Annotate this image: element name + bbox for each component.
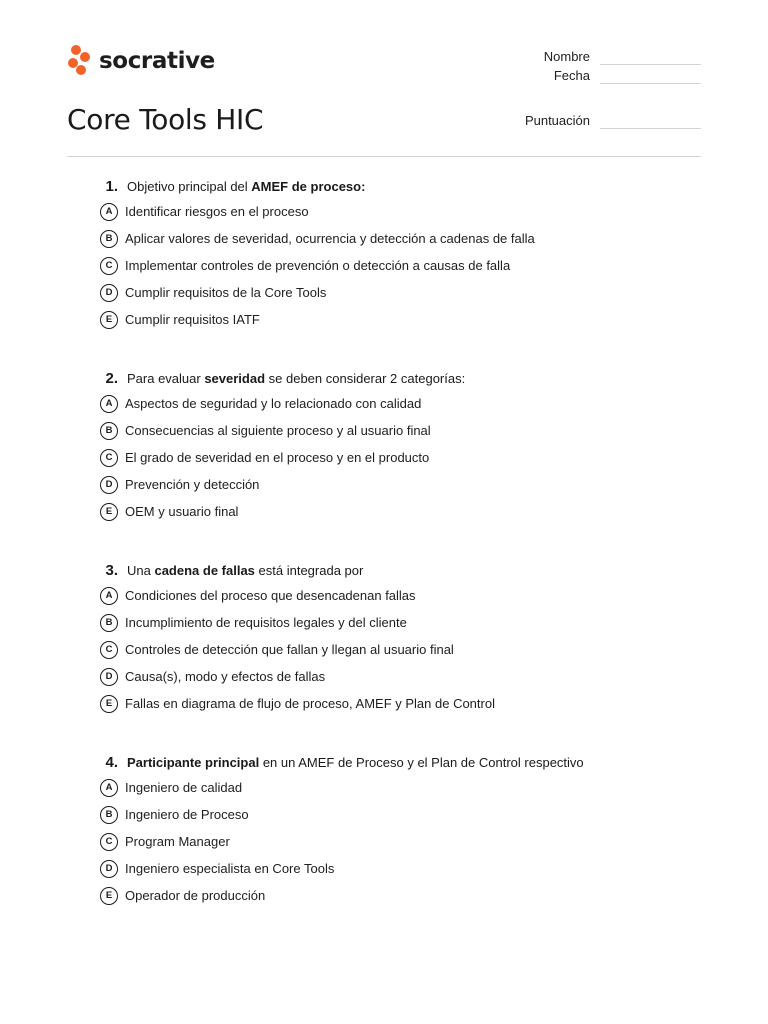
answer-option-a[interactable] [100, 774, 700, 801]
answer-bubble[interactable]: A [100, 587, 118, 605]
answer-option-d[interactable] [100, 855, 700, 882]
question-text-post: en un AMEF de Proceso y el Plan de Control respectivo [259, 755, 584, 770]
logo-wordmark: socrative [99, 48, 215, 74]
answer-option-text: Operador de producción [125, 888, 266, 903]
answer-option-a[interactable] [100, 198, 700, 225]
name-input-line[interactable] [600, 52, 701, 65]
answer-option-d[interactable] [100, 279, 700, 306]
answer-option-text: Consecuencias al siguiente proceso y al usuario final [125, 423, 431, 438]
answer-option-e[interactable] [100, 306, 700, 333]
question-list [100, 178, 700, 946]
page-title: Core Tools HIC [67, 103, 264, 136]
question-text [127, 563, 363, 578]
answer-option-text: Condiciones del proceso que desencadenan fallas [125, 588, 416, 603]
answer-bubble[interactable]: C [100, 641, 118, 659]
header-divider [67, 156, 701, 157]
question-text-bold: cadena de fallas [154, 563, 255, 578]
answer-option-text: Prevención y detección [125, 477, 260, 492]
answer-option-text: OEM y usuario final [125, 504, 239, 519]
answer-option-text: Cumplir requisitos de la Core Tools [125, 285, 327, 300]
question-text-post: está integrada por [254, 563, 364, 578]
answer-bubble[interactable]: B [100, 614, 118, 632]
question-text-bold: AMEF de proceso: [251, 179, 366, 194]
answer-options [100, 582, 700, 717]
answer-bubble[interactable]: A [100, 395, 118, 413]
answer-option-e[interactable] [100, 690, 700, 717]
answer-option-d[interactable] [100, 663, 700, 690]
question-text-pre: Para evaluar [127, 371, 205, 386]
answer-option-text: Incumplimiento de requisitos legales y del cliente [125, 615, 407, 630]
question-text-bold: severidad [204, 371, 266, 386]
answer-option-e[interactable] [100, 498, 700, 525]
date-input-line[interactable] [600, 71, 701, 84]
answer-bubble[interactable]: E [100, 503, 118, 521]
answer-bubble[interactable]: A [100, 203, 118, 221]
answer-bubble[interactable]: B [100, 806, 118, 824]
answer-option-text: Cumplir requisitos IATF [125, 312, 260, 327]
answer-option-text: Aspectos de seguridad y lo relacionado con calidad [125, 396, 422, 411]
answer-bubble[interactable]: D [100, 284, 118, 302]
socrative-logo-icon [67, 44, 93, 78]
answer-bubble[interactable]: E [100, 311, 118, 329]
answer-bubble[interactable]: B [100, 422, 118, 440]
date-label: Fecha [553, 68, 590, 83]
answer-option-a[interactable] [100, 390, 700, 417]
question-4 [100, 754, 700, 909]
answer-options [100, 198, 700, 333]
answer-option-text: Identificar riesgos en el proceso [125, 204, 309, 219]
question-header [100, 370, 700, 390]
question-text-pre: Una [127, 563, 155, 578]
answer-option-b[interactable] [100, 801, 700, 828]
answer-bubble[interactable]: D [100, 860, 118, 878]
answer-options [100, 390, 700, 525]
answer-option-text: Controles de detección que fallan y llegan al usuario final [125, 642, 454, 657]
name-field[interactable] [544, 49, 701, 65]
question-text-pre: Objetivo principal del [127, 179, 252, 194]
answer-option-d[interactable] [100, 471, 700, 498]
question-number: 2. [105, 370, 118, 387]
answer-option-text: Implementar controles de prevención o detección a causas de falla [125, 258, 511, 273]
answer-options [100, 774, 700, 909]
answer-option-text: Fallas en diagrama de flujo de proceso, AMEF y Plan de Control [125, 696, 495, 711]
answer-option-text: El grado de severidad en el proceso y en el producto [125, 450, 430, 465]
question-text-bold: Participante principal [127, 755, 260, 770]
question-1 [100, 178, 700, 333]
answer-bubble[interactable]: D [100, 668, 118, 686]
question-number: 4. [105, 754, 118, 771]
question-header [100, 754, 700, 774]
answer-bubble[interactable]: C [100, 449, 118, 467]
answer-bubble[interactable]: A [100, 779, 118, 797]
answer-option-c[interactable] [100, 828, 700, 855]
answer-option-text: Causa(s), modo y efectos de fallas [125, 669, 326, 684]
question-text [127, 371, 465, 386]
answer-bubble[interactable]: E [100, 887, 118, 905]
question-2 [100, 370, 700, 525]
answer-option-c[interactable] [100, 444, 700, 471]
answer-bubble[interactable]: D [100, 476, 118, 494]
name-label: Nombre [543, 49, 590, 64]
answer-option-b[interactable] [100, 225, 700, 252]
answer-option-text: Ingeniero de Proceso [125, 807, 249, 822]
answer-bubble[interactable]: B [100, 230, 118, 248]
answer-option-text: Ingeniero especialista en Core Tools [125, 861, 335, 876]
answer-option-e[interactable] [100, 882, 700, 909]
answer-bubble[interactable]: C [100, 257, 118, 275]
question-3 [100, 562, 700, 717]
score-input-line[interactable] [600, 116, 701, 129]
answer-option-b[interactable] [100, 417, 700, 444]
answer-option-c[interactable] [100, 636, 700, 663]
question-header [100, 562, 700, 582]
answer-option-text: Program Manager [125, 834, 230, 849]
question-text-post: se deben considerar 2 categorías: [265, 371, 466, 386]
question-text [127, 755, 584, 770]
answer-option-text: Aplicar valores de severidad, ocurrencia y detección a cadenas de falla [125, 231, 535, 246]
answer-bubble[interactable]: E [100, 695, 118, 713]
answer-bubble[interactable]: C [100, 833, 118, 851]
question-number: 1. [105, 178, 118, 195]
question-header [100, 178, 700, 198]
question-text [127, 179, 365, 194]
answer-option-text: Ingeniero de calidad [125, 780, 243, 795]
score-label: Puntuación [524, 113, 590, 128]
answer-option-a[interactable] [100, 582, 700, 609]
score-field[interactable] [525, 113, 701, 129]
question-number: 3. [105, 562, 118, 579]
socrative-logo [67, 44, 215, 78]
answer-option-c[interactable] [100, 252, 700, 279]
answer-option-b[interactable] [100, 609, 700, 636]
date-field[interactable] [554, 68, 701, 84]
